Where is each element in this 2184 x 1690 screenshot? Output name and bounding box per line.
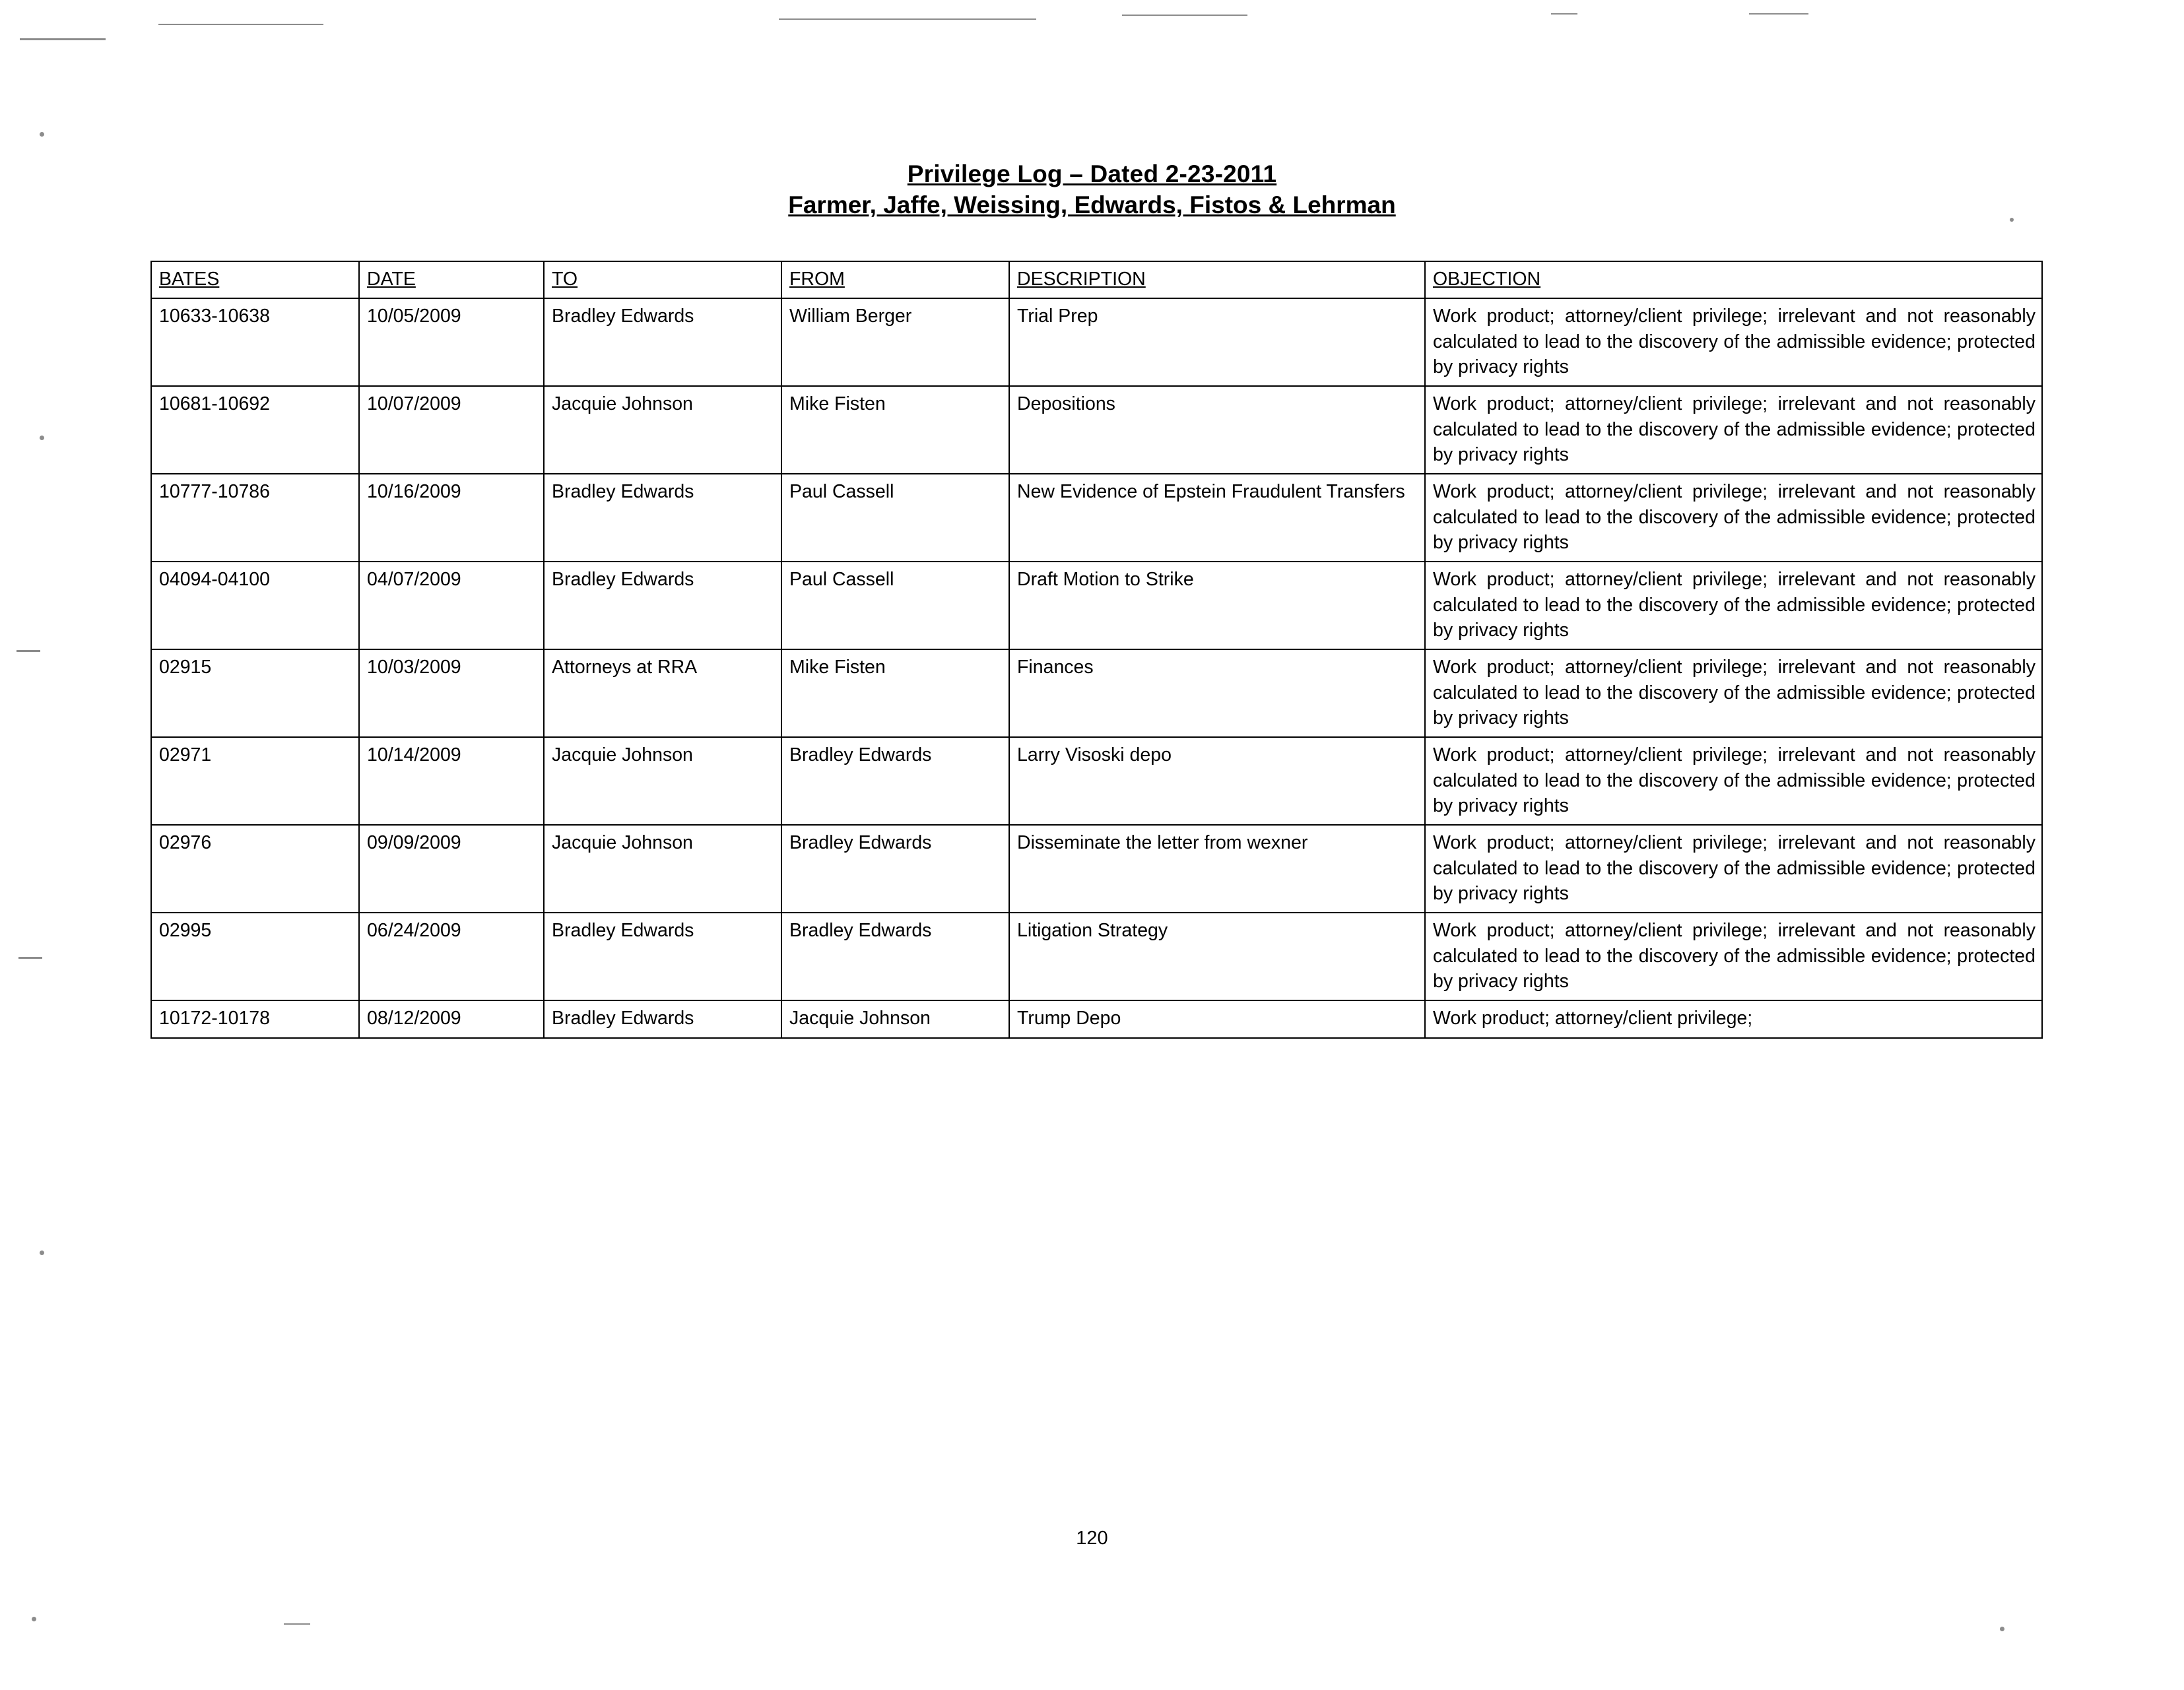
cell-date: 10/05/2009 [359, 298, 544, 386]
cell-date: 10/14/2009 [359, 737, 544, 825]
cell-objection: Work product; attorney/client privilege; irrelevant and not reasonably calculated to lead to the discovery of the admissible evidence; protected by privacy rights [1425, 474, 2042, 562]
column-header-date: DATE [359, 261, 544, 298]
cell-date: 06/24/2009 [359, 913, 544, 1000]
cell-from: Jacquie Johnson [781, 1000, 1009, 1037]
table-row [151, 649, 2042, 737]
cell-objection: Work product; attorney/client privilege; irrelevant and not reasonably calculated to lead to the discovery of the admissible evidence; protected by privacy rights [1425, 386, 2042, 474]
cell-from: Paul Cassell [781, 562, 1009, 649]
table-row [151, 825, 2042, 913]
cell-objection: Work product; attorney/client privilege; irrelevant and not reasonably calculated to lead to the discovery of the admissible evidence; protected by privacy rights [1425, 298, 2042, 386]
table-row [151, 737, 2042, 825]
cell-bates: 02995 [151, 913, 359, 1000]
cell-to: Attorneys at RRA [544, 649, 781, 737]
cell-description: Finances [1009, 649, 1425, 737]
cell-to: Bradley Edwards [544, 562, 781, 649]
cell-from: Paul Cassell [781, 474, 1009, 562]
cell-bates: 10777-10786 [151, 474, 359, 562]
column-header-description: DESCRIPTION [1009, 261, 1425, 298]
cell-objection: Work product; attorney/client privilege; irrelevant and not reasonably calculated to lead to the discovery of the admissible evidence; protected by privacy rights [1425, 649, 2042, 737]
cell-bates: 02976 [151, 825, 359, 913]
column-header-bates: BATES [151, 261, 359, 298]
cell-to: Bradley Edwards [544, 298, 781, 386]
cell-to: Bradley Edwards [544, 474, 781, 562]
cell-objection: Work product; attorney/client privilege; irrelevant and not reasonably calculated to lead to the discovery of the admissible evidence; protected by privacy rights [1425, 825, 2042, 913]
cell-description: Trial Prep [1009, 298, 1425, 386]
cell-description: Larry Visoski depo [1009, 737, 1425, 825]
table-row [151, 298, 2042, 386]
cell-bates: 10172-10178 [151, 1000, 359, 1037]
document-title [0, 158, 2184, 221]
table-header-row [151, 261, 2042, 298]
cell-objection: Work product; attorney/client privilege; [1425, 1000, 2042, 1037]
cell-from: Mike Fisten [781, 649, 1009, 737]
cell-date: 04/07/2009 [359, 562, 544, 649]
title-line-2: Farmer, Jaffe, Weissing, Edwards, Fistos & Lehrman [788, 191, 1396, 219]
table-row [151, 1000, 2042, 1037]
cell-description: New Evidence of Epstein Fraudulent Transfers [1009, 474, 1425, 562]
cell-description: Litigation Strategy [1009, 913, 1425, 1000]
cell-to: Bradley Edwards [544, 913, 781, 1000]
cell-bates: 10633-10638 [151, 298, 359, 386]
cell-objection: Work product; attorney/client privilege; irrelevant and not reasonably calculated to lead to the discovery of the admissible evidence; protected by privacy rights [1425, 913, 2042, 1000]
page-number: 120 [1076, 1528, 1108, 1549]
cell-to: Jacquie Johnson [544, 386, 781, 474]
cell-from: Bradley Edwards [781, 737, 1009, 825]
cell-from: Bradley Edwards [781, 825, 1009, 913]
title-line-1: Privilege Log – Dated 2-23-2011 [907, 160, 1277, 187]
column-header-from: FROM [781, 261, 1009, 298]
cell-date: 10/07/2009 [359, 386, 544, 474]
cell-from: William Berger [781, 298, 1009, 386]
cell-date: 08/12/2009 [359, 1000, 544, 1037]
cell-bates: 02971 [151, 737, 359, 825]
cell-bates: 02915 [151, 649, 359, 737]
cell-to: Bradley Edwards [544, 1000, 781, 1037]
cell-from: Mike Fisten [781, 386, 1009, 474]
table-row [151, 562, 2042, 649]
cell-to: Jacquie Johnson [544, 737, 781, 825]
cell-bates: 10681-10692 [151, 386, 359, 474]
table-row [151, 474, 2042, 562]
cell-objection: Work product; attorney/client privilege; irrelevant and not reasonably calculated to lead to the discovery of the admissible evidence; protected by privacy rights [1425, 737, 2042, 825]
cell-to: Jacquie Johnson [544, 825, 781, 913]
cell-bates: 04094-04100 [151, 562, 359, 649]
cell-objection: Work product; attorney/client privilege; irrelevant and not reasonably calculated to lead to the discovery of the admissible evidence; protected by privacy rights [1425, 562, 2042, 649]
cell-from: Bradley Edwards [781, 913, 1009, 1000]
table-row [151, 913, 2042, 1000]
cell-description: Trump Depo [1009, 1000, 1425, 1037]
column-header-to: TO [544, 261, 781, 298]
column-header-objection: OBJECTION [1425, 261, 2042, 298]
cell-date: 10/16/2009 [359, 474, 544, 562]
table-row [151, 386, 2042, 474]
cell-description: Draft Motion to Strike [1009, 562, 1425, 649]
privilege-log-table [150, 261, 2043, 1039]
cell-description: Disseminate the letter from wexner [1009, 825, 1425, 913]
cell-date: 10/03/2009 [359, 649, 544, 737]
cell-date: 09/09/2009 [359, 825, 544, 913]
cell-description: Depositions [1009, 386, 1425, 474]
